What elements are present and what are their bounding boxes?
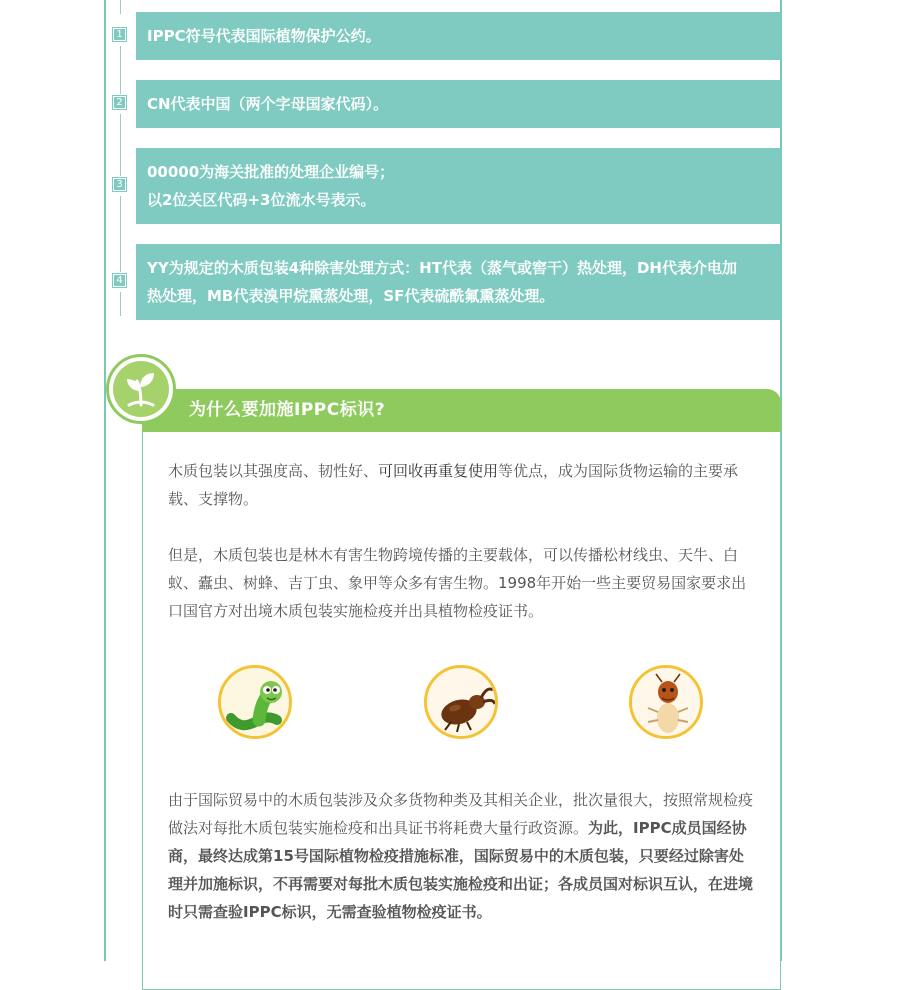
step-text: 00000为海关批准的处理企业编号； bbox=[147, 163, 395, 181]
timeline-tick bbox=[120, 0, 121, 14]
paragraph-1 bbox=[168, 457, 758, 513]
step-text: 以2位关区代码+3位流水号表示。 bbox=[147, 191, 376, 209]
timeline-tick bbox=[120, 114, 121, 176]
section-title: 为什么要加施IPPC标识? bbox=[189, 400, 386, 420]
step-box-2 bbox=[136, 80, 781, 128]
worm-illustration bbox=[218, 665, 292, 739]
text: 木质包装以其强度高、韧性好、 bbox=[168, 462, 379, 480]
sprout-icon bbox=[113, 361, 169, 417]
step-number: 4 bbox=[112, 273, 127, 288]
bold-text: 为此，IPPC成员国经协商，最终达成第15号国际植物检疫措施标准，国际贸易中的木质包装，只要经过除害处理并加施标识，不再需要对每批木质包装实施检疫和出证；各成员国对标识互认，在进境时只需查验IPPC标识，无需查验植物检疫证书。 bbox=[168, 819, 754, 921]
step-text: CN代表中国（两个字母国家代码）。 bbox=[147, 95, 389, 113]
step-number: 3 bbox=[112, 177, 127, 192]
step-text: 热处理，MB代表溴甲烷熏蒸处理，SF代表硫酰氟熏蒸处理。 bbox=[147, 287, 555, 305]
step-box-3 bbox=[136, 148, 781, 224]
beetle-illustration bbox=[424, 665, 498, 739]
step-number: 2 bbox=[112, 95, 127, 110]
highlight-text: 可回收再重复使用 bbox=[378, 462, 499, 480]
paragraph-3 bbox=[168, 786, 758, 926]
timeline-line bbox=[104, 0, 106, 961]
step-box-1 bbox=[136, 12, 781, 60]
step-box-4 bbox=[136, 244, 781, 320]
step-text: YY为规定的木质包装4种除害处理方式：HT代表（蒸气或窖干）热处理，DH代表介电加 bbox=[147, 259, 737, 277]
text: 等优点，成为国际货物运输的主要承载、支撑物。 bbox=[168, 462, 739, 508]
timeline-tick bbox=[120, 292, 121, 316]
step-number: 1 bbox=[112, 27, 127, 42]
timeline-tick bbox=[120, 46, 121, 94]
paragraph-2: 但是，木质包装也是林木有害生物跨境传播的主要载体，可以传播松材线虫、天牛、白蚁、蠹虫、树蜂、吉丁虫、象甲等众多有害生物。1998年开始一些主要贸易国家要求出口国官方对出境木质包装实施检疫并出具植物检疫证书。 bbox=[168, 546, 747, 620]
timeline-tick bbox=[120, 196, 121, 272]
termite-illustration bbox=[629, 665, 703, 739]
step-text: IPPC符号代表国际植物保护公约。 bbox=[147, 27, 381, 45]
text: 由于国际贸易中的木质包装涉及众多货物种类及其相关企业，批次量很大，按照常规检疫做法对每批木质包装实施检疫和出具证书将耗费大量行政资源。 bbox=[168, 791, 754, 837]
